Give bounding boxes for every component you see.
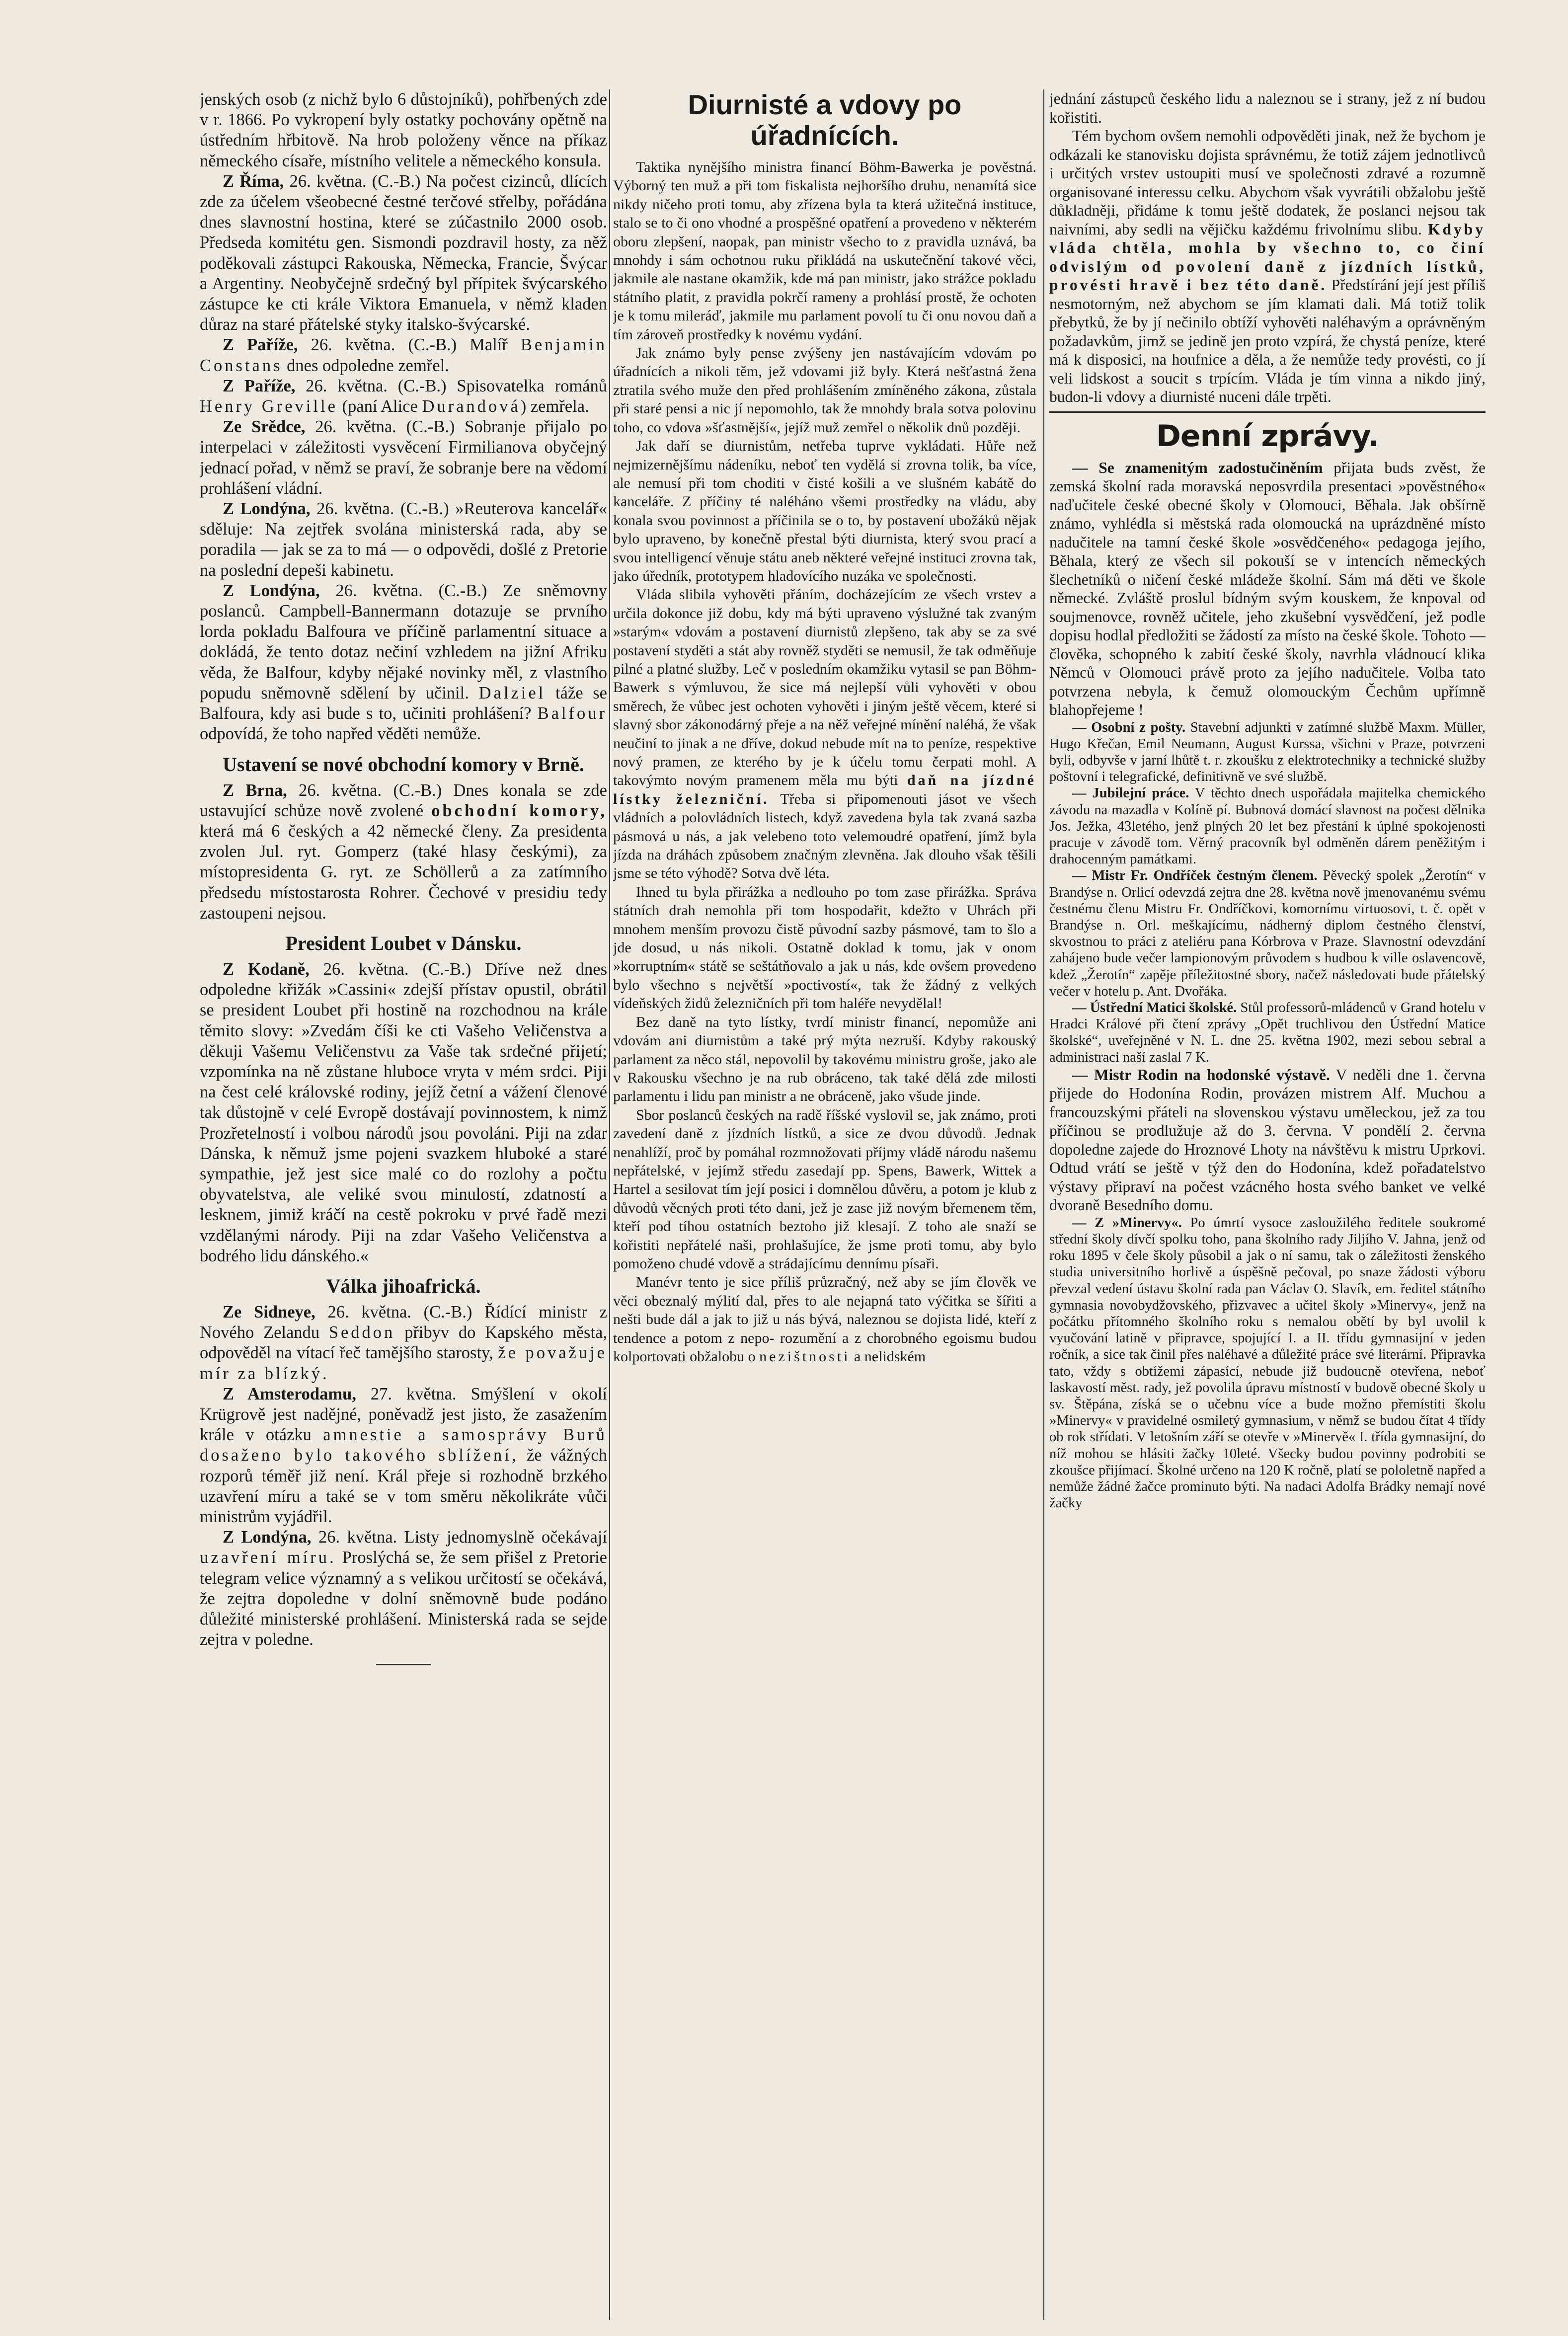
article-title: Diurnisté a vdovy po úřadnících.: [688, 89, 962, 151]
column-3: [1049, 89, 1486, 2325]
article-paragraph: Tém bychom ovšem nemohli odpověděti jinak, než že bychom je odkázali ke stanovisku dojista správnému, že totiž zájem jednotlivců i určitých vrstev ustoupiti musí ve společnosti zdravé a rozumně organisované interessu celku. Abychom však vyvrátili obžalobu ještě důkladněji, přidáme k tomu ještě dodatek, že poslanci nejsou tak naivními, aby sedli na vějičku každému frivolnímu slibu. Kdyby vláda chtěla, mohla by všechno to, co činí odvislým od povolení daně z jízdních lístků, provésti hravě i bez této daně. Předstírání její jest příliš nesmotorným, než abychom se jím klamati dali. Má totiž tolik přebytků, že by jí nečinilo obtíží vyhověti naléhavým a oprávněným požadavkům, jimž se jedině jen proto vzpírá, že chystá peníze, které má k disposici, na houfnice a děla, a že nemůže tedy provésti, co jí veli lidskost a soucit s trpícím. Vláda je tím vinna a nikdo jiný, budon-li vdovy a diurnisté nuceni dále trpěti.: [1049, 127, 1486, 405]
news-item-matice: — Ústřední Matici školské. Stůl professorů-mládenců v Grand hotelu v Hradci Králové při čtení zprávy „Opět truchlivou den Ústřední Matice školské“, uveřejněné v N. L. dne 25. května 1902, mezi sebou sebral a administraci naší zaslal 7 K.: [1049, 1000, 1486, 1065]
section-rule: [1049, 411, 1486, 413]
article-paragraph: Bez daně na tyto lístky, tvrdí ministr financí, nepomůže ani vdovám ani diurnistům a také prý mýta nezruší. Kdyby rakouský parlament za něco stál, nepovolil by takovému ministru groše, jako ale v Rakousku všechno je na rub obráceno, tak také dělá zde milosti parlamentu i lidu pan ministr a ne obráceně, jako všude jinde.: [613, 1013, 1036, 1105]
news-item-london-1: Z Londýna, 26. května. (C.-B.) »Reuterova kancelář« sděluje: Na zejtřek svolána ministerská rada, aby se poradila — jak se za to má — o odpovědi, došlé z Pretorie na poslední depeši kabinetu.: [200, 499, 607, 580]
news-item-sofia: Ze Srědce, 26. května. (C.-B.) Sobranje přijalo po interpelaci v záležitosti vysvěcení Firmilianova obyčejný jednací pořad, v němž se praví, že sobranje bere na vědomí prohlášení vládní.: [200, 417, 607, 498]
section-heading-brno: Ustavení se nové obchodní komory v Brně.: [223, 753, 584, 776]
news-item-brno: Z Brna, 26. května. (C.-B.) Dnes konala se zde ustavující schůze nově zvolené obchodní komory, která má 6 českých a 42 německé členy. Za presidenta zvolen Jul. ryt. Gomperz (také hlasy českými), za místopresidenta G. ryt. ze Schöllerů a za zatímního předsedu místostarosta Rohrer. Čechové v presidiu tedy zastoupeni nejsou.: [200, 780, 607, 923]
column-rule-2: [1043, 89, 1044, 2320]
news-item-jubilee: — Jubilejní práce. V těchto dnech uspořádala majitelka chemického závodu na mazadla v Kolíně pí. Bubnová domácí slavnost na počest dělnika Jos. Ježka, 43letého, jenž plných 20 let bez přestání k úplné spokojenosti pracuje v závodě tom. Věrný pracovník byl odměněn dárem peněžitým i drahocenným památkami.: [1049, 785, 1486, 867]
news-item-olomouc: — Se znamenitým zadostučiněním přijata buds zvěst, že zemská školní rada moravská neposvrdila presentaci »pověstného« naďučitele české obecné školy v Olomouci, Běhala. Jak obšírně známo, vyhlédla si městská rada olomoucká na uprázdněné místo nadučitele na tamní české škole »osvědčeného« pedagoga jejího, Běhala, který ze všech sil pokouší se v intencích německých šlechetníků o ničení české mládeže školní. Sám má děti ve škole německé. Zvláště proslul bídným svým kouskem, že knpoval od soujmenovce, rovněž učitele, jeho zkušební vysvědčení, jež podle dopisu hodlal předložiti se žádostí za místo na české škole. Tohoto — člověka, schopného k zabití české školy, navrhla vládnoucí klika Němců v Olomouci právě proto za jejího nadučitele. Volba tato potvrzena nebyla, k čemuž olomouckým Čechům upřímně blahopřejeme !: [1049, 459, 1486, 718]
section-heading-boer-war: Válka jihoafrická.: [326, 1274, 481, 1297]
article-paragraph: Taktika nynějšího ministra financí Böhm-Bawerka je pověstná. Výborný ten muž a při tom fiskalista nejhoršího druhu, nenamítá sice nikdy ničeho proti tomu, aby zřízena byla ta která užitečná instituce, stalo se to či ono vhodné a prospěšné opatření a provedeno v některém oboru zlepšení, naopak, pan ministr všecho to z pravidla uznává, ba mnohdy i sám ochotnou ruku přikládá na uskutečnění takové věci, jakmile ale nastane okamžik, kde má pan ministr, jako strážce pokladu státního platit, z pravidla pokrčí rameny a prohlásí prostě, že ochoten je k tomu mileráď, jakmile mu parlament povolí tu či onu novou daň a tím zároveň prostředky k novému vydání.: [613, 159, 1036, 343]
news-item-sydney: Ze Sidneye, 26. května. (C.-B.) Řídící ministr z Nového Zelandu Seddon přibyv do Kapského města, odpověděl na vítací řeč tamějšího starosty, že považuje mír za blízký.: [200, 1302, 607, 1383]
article-paragraph: Jak známo byly pense zvýšeny jen nastávajícím vdovám po úřadnících a nikoli těm, jež vdovami již byly. Která nešťastná žena ztratila svého muže den před prohlášením zmíněného zákona, zůstala při staré pensi a nic jí nepomohlo, tak že mnohdy brala sotva polovinu toho, co vdova »šťastnější«, jejíž muž zemřel o několik dnů později.: [613, 345, 1036, 436]
article-paragraph: Vláda slibila vyhověti přáním, docházejícím ze všech vrstev a určila dokonce již dobu, kdy má býti upraveno výslužné tak zvaným »starým« vdovám a postavení diurnistů zlepšeno, tak aby se za své postavení styděti a stát aby rovněž styděti se nemusil, že tak odměňuje pilné a platné služby. Leč v posledním okamžiku vytasil se pan Böhm-Bawerk s výmluvou, že sice má nejlepší vůli vyhověti v obou směrech, že vůbec jest ochoten vyhověti i jiným ještě věcem, které si slavný sbor zákonodárný přeje a na něž veřejné mínění naléhá, že však neučiní to jinak a ne dříve, dokud nebude mít na to peníze, respektive nový pramen, ze kterého by je k účelu tomu čerpati mohl. A takovýmto novým pramenem měla mu býti daň na jízdné lístky železniční. Třeba si připomenouti jásot ve všech vládních a polovládních listech, když zavedena byla tak zvaná sazba pásmová u nás, a jak velebeno toto velemoudré opatření, jímž byla jízda na dráhách způsobem značným zlevněna. Jak dlouho však těšili jsme se této výhodě? Sotva dvě léta.: [613, 586, 1036, 882]
news-item-copenhagen: Z Kodaně, 26. května. (C.-B.) Dříve než dnes odpoledne křižák »Cassini« zdejší přístav opustil, obrátil se president Loubet při hostině na rozchodnou na krále těmito slovy: »Zvedám číši ke cti Vašeho Veličenstva a děkuji Vašemu Veličenstvu za Vaše tak srdečné přijetí; vzpomínka na ně zůstane hluboce vryta v mém srdci. Piji na čest celé královské rodiny, jejíž četní a vážení členové tak důstojně v celé Evropě dostávají povinnostem, k nimž Prozřetelností i volbou národů jsou povoláni. Piji na zdar Dánska, k němuž jsme pojeni svazkem hluboké a staré sympathie, jež jest sice malé co do rozlohy a počtu obyvatelstva, ale veliké svou minulostí, zdatností a lesknem, jimiž kráčí na cestě pokroku v prvé řadě mezi vzdělanými národy. Piji na zdar Vašeho Veličenstva a bodrého lidu dánského.«: [200, 959, 607, 1265]
news-item-paris-2: Z Paříže, 26. května. (C.-B.) Spisovatelka románů Henry Greville (paní Alice Durandová) zemřela.: [200, 376, 607, 416]
news-item-minerva: — Z »Minervy«. Po úmrtí vysoce zasloužilého ředitele soukromé střední školy dívčí spolku toho, pana školního rady Jiljího V. Jahna, jenž od roku 1895 v čele školy působil a jak o ní samu, tak o záležitosti ženského studia universitního horlivě a úspěšně pečoval, po snaze žádosti výboru převzal vedení ústavu školní rada pan Václav O. Slavík, em. ředitel státního gymnasia novobydžovského, přizvavec a učitel školy »Minervy«, jenž na počátku přítomného školního roku s nemalou obětí by byl uvolil k vyučování latině v připravce, spojující I. a II. třídu gymnasijní v jeden ročník, a sice tak činil přes naléhavé a důležité práce své literární. Připravka tato, vždy s obtížemi zápasící, nebude již budoucně otevřena, neboť laskavostí měst. rady, jež povolila úpravu místností v budově obecné školy u sv. Štěpána, získá se o učebnu více a bude možno přemístiti školu »Minervy« v pravidelné osmiletý gymnasium, v němž se budou čítat 4 třídy ob rok střídati. V letošním září se otevře v »Minervě« I. třída gymnasijní, do níž mohou se hlásiti žačky 10leté. Všecky budou povinny podrobiti se zkoušce přijímací. Školné určeno na 120 K ročně, platí se pololetně napřed a nemůže žádné žačce prominuto býti. Na nadaci Adolfa Brádky nemají nové žačky: [1049, 1215, 1486, 1511]
news-item-rome: Z Říma, 26. května. (C.-B.) Na počest cizinců, dlících zde za účelem všeobecné čestné terčové střelby, pořádána dnes slavnostní hostina, které se zúčastnilo 2000 osob. Předseda komitétu gen. Sismondi pozdravil hosty, za něž poděkovali zástupci Rakouska, Německa, Francie, Švýcar a Argentiny. Neobyčejně srdečný byl přípitek švýcarského zástupce ke cti krále Viktora Emanuela, v němž kladen důraz na staré přátelské styky italsko-švýcarské.: [200, 171, 607, 334]
article-paragraph: jenských osob (z nichž bylo 6 důstojníků), pohřbených zde v r. 1866. Po vykropení byly ostatky pochovány opětně na ústředním hřbitově. Na hrob položeny věnce na příkaz německého císaře, místního velitele a německého konsula.: [200, 90, 607, 170]
article-paragraph: Manévr tento je sice příliš průzračný, než aby se jím člověk ve věci obeznalý mýlití dal, přes to ale nejapná tato výčitka se šířiti a nešti bude dál a jak to již u nás bývá, naleznou se dojista lidé, kteří z tendence a potom z nepo- rozumění a z chorobného egoismu budou kolportovati obžalobu o nezištnosti a nelidském: [613, 1274, 1036, 1365]
column-1: [200, 89, 607, 2325]
section-heading-loubet: President Loubet v Dánsku.: [285, 932, 522, 954]
article-paragraph: Jak daří se diurnistům, netřeba tuprve vykládati. Hůře než nejmizernějšímu nádeníku, neboť ten vydělá si zrovna tolik, ba více, ale nemusí při tom choditi v čisté košili a ve slušném kabátě do kanceláře. Z příčiny té naléháno všemi prostředky na vládu, aby konala svou povinnost a příčinila se o to, by postavení ubožáků nějak bylo upraveno, by konečně přestal býti diurnista, který svou prací a svou intelligencí věnuje státu aneb některé veřejné instituci zrovna tak, jako úředník, prototypem hladovícího nuzáka ve společnosti.: [613, 438, 1036, 584]
news-item-post: — Osobní z pošty. Stavební adjunkti v zatímné službě Maxm. Müller, Hugo Křečan, Emil Neumann, August Kurssa, všichni v Praze, potvrzeni byli, odbyvše v jarní lhůtě t. r. zkoušku z elektrotechniky a technické služby poštovní i telegrafické, definitivně ve své službě.: [1049, 719, 1486, 785]
news-item-rodin: — Mistr Rodin na hodonské výstavě. V neděli dne 1. června přijede do Hodonína Rodin, provázen mistrem Alf. Muchou a francouzskými přáteli na slovenskou výstavu uměleckou, jež za tou příčinou se prodlužuje až do 3. června. V pondělí 2. června dopoledne zajede do Hroznové Lhoty na návštěvu k mistru Uprkovi. Odtud vrátí se ještě v týž den do Hodonína, kdež pořadatelstvo výstavy připraví na počest vzácného hosta svého banket ve velké dvoraně Besedního domu.: [1049, 1066, 1486, 1214]
section-heading-daily-news: Denní zprávy.: [1156, 418, 1379, 454]
column-2: [613, 89, 1036, 2325]
column-rule-1: [609, 89, 610, 2320]
news-item-paris-1: Z Paříže, 26. května. (C.-B.) Malíř Benjamin Constans dnes odpoledne zemřel.: [200, 335, 607, 375]
news-item-ondricek: — Mistr Fr. Ondříček čestným členem. Pěvecký spolek „Žerotín“ v Brandýse n. Orlicí odevzdá zejtra dne 28. května nově jmenovanému svému čestnému členu Mistru Fr. Ondříčkovi, komornímu virtuosovi, t. č. opět v Brandýse n. Orl. meškajícímu, nádherný diplom čestného členství, skvostnou to práci z ateliéru pana Kórbrova v Praze. Slavnostní odevzdání zahájeno bude večer lampionovým průvodem s hudbou k ville oslavencově, kdež „Žerotín“ zapěje příležitostné sbory, načež následovati bude přátelský večer v hotelu p. Ant. Dvořáka.: [1049, 868, 1486, 999]
news-item-london-2: Z Londýna, 26. května. (C.-B.) Ze sněmovny poslanců. Campbell-Bannermann dotazuje se prvního lorda pokladu Balfoura ve příčině parlamentní situace a dokládá, že tento dotaz nečiní vzhledem na jižní Afriku věda, že Balfour, kdyby nějaké novinky měl, z vlastního popudu sněmovně sdělení by učinil. Dalziel táže se Balfoura, kdy asi bude s to, učiniti prohlášení? Balfour odpovídá, že toho napřed věděti nemůže.: [200, 581, 607, 744]
news-item-amsterdam: Z Amsterodamu, 27. května. Smýšlení v okolí Krügrově jest nadějné, poněvadž jest jisto, že zasažením krále v otázku amnestie a samosprávy Burů dosaženo bylo takového sblížení, že vážných rozporů téměř již není. Král přeje si rozhodně brzkého uzavření míru a také se v tom směru několikráte vůči ministrům vyjádřil.: [200, 1384, 607, 1526]
news-item-london-3: Z Londýna, 26. května. Listy jednomyslně očekávají uzavření míru. Proslýchá se, že sem přišel z Pretorie telegram velice významný a s velikou určitostí se očekává, že zejtra dopoledne v dolní sněmovně bude podáno důležité ministerské prohlášení. Ministerská rada se sejde zejtra v poledne.: [200, 1528, 607, 1649]
article-paragraph: jednání zástupců českého lidu a naleznou se i strany, jež z ní budou kořistiti.: [1049, 90, 1486, 126]
article-paragraph: Ihned tu byla přirážka a nedlouho po tom zase přirážka. Správa státních drah nemohla při tom hospodařit, kdežto v Uhrách při mnohem menším provozu čistě původní sazby pásmové, tam to šlo a jde dosud, u nás nikoli. Ostatně doklad k tomu, jak v onom »korruptním« státě se seštátňovalo a jak u nás, kde ovšem provedeno bylo všechno s největší »poctivostí«, tak že žádný z velkých vídeňských židů železničních při tom haléře nevydělal!: [613, 883, 1036, 1012]
article-paragraph: Sbor poslanců českých na radě říšské vyslovil se, jak známo, proti zavedení daně z jízdních lístků, a sice ze dvou důvodů. Jednak nenahlíží, proč by pomáhal rozmnožovati příjmy vládě národu našemu nepřátelské, v jejímž středu zasedají pp. Spens, Bawerk, Wittek a Hartel a sesilovat tím její posici i domnělou důvěru, a potom je klub z důvodů věcných proti této dani, jež je zase již novým břemenem těm, kteří pod tíhou ostatních beztoho již klesají. Z toho ale snaží se kořistiti nepřátelé naši, prohlašujíce, že jsme proti tomu, aby bylo pomoženo chudé vdově a strádajícímu dennímu písaři.: [613, 1106, 1036, 1272]
end-rule: [376, 1664, 431, 1665]
